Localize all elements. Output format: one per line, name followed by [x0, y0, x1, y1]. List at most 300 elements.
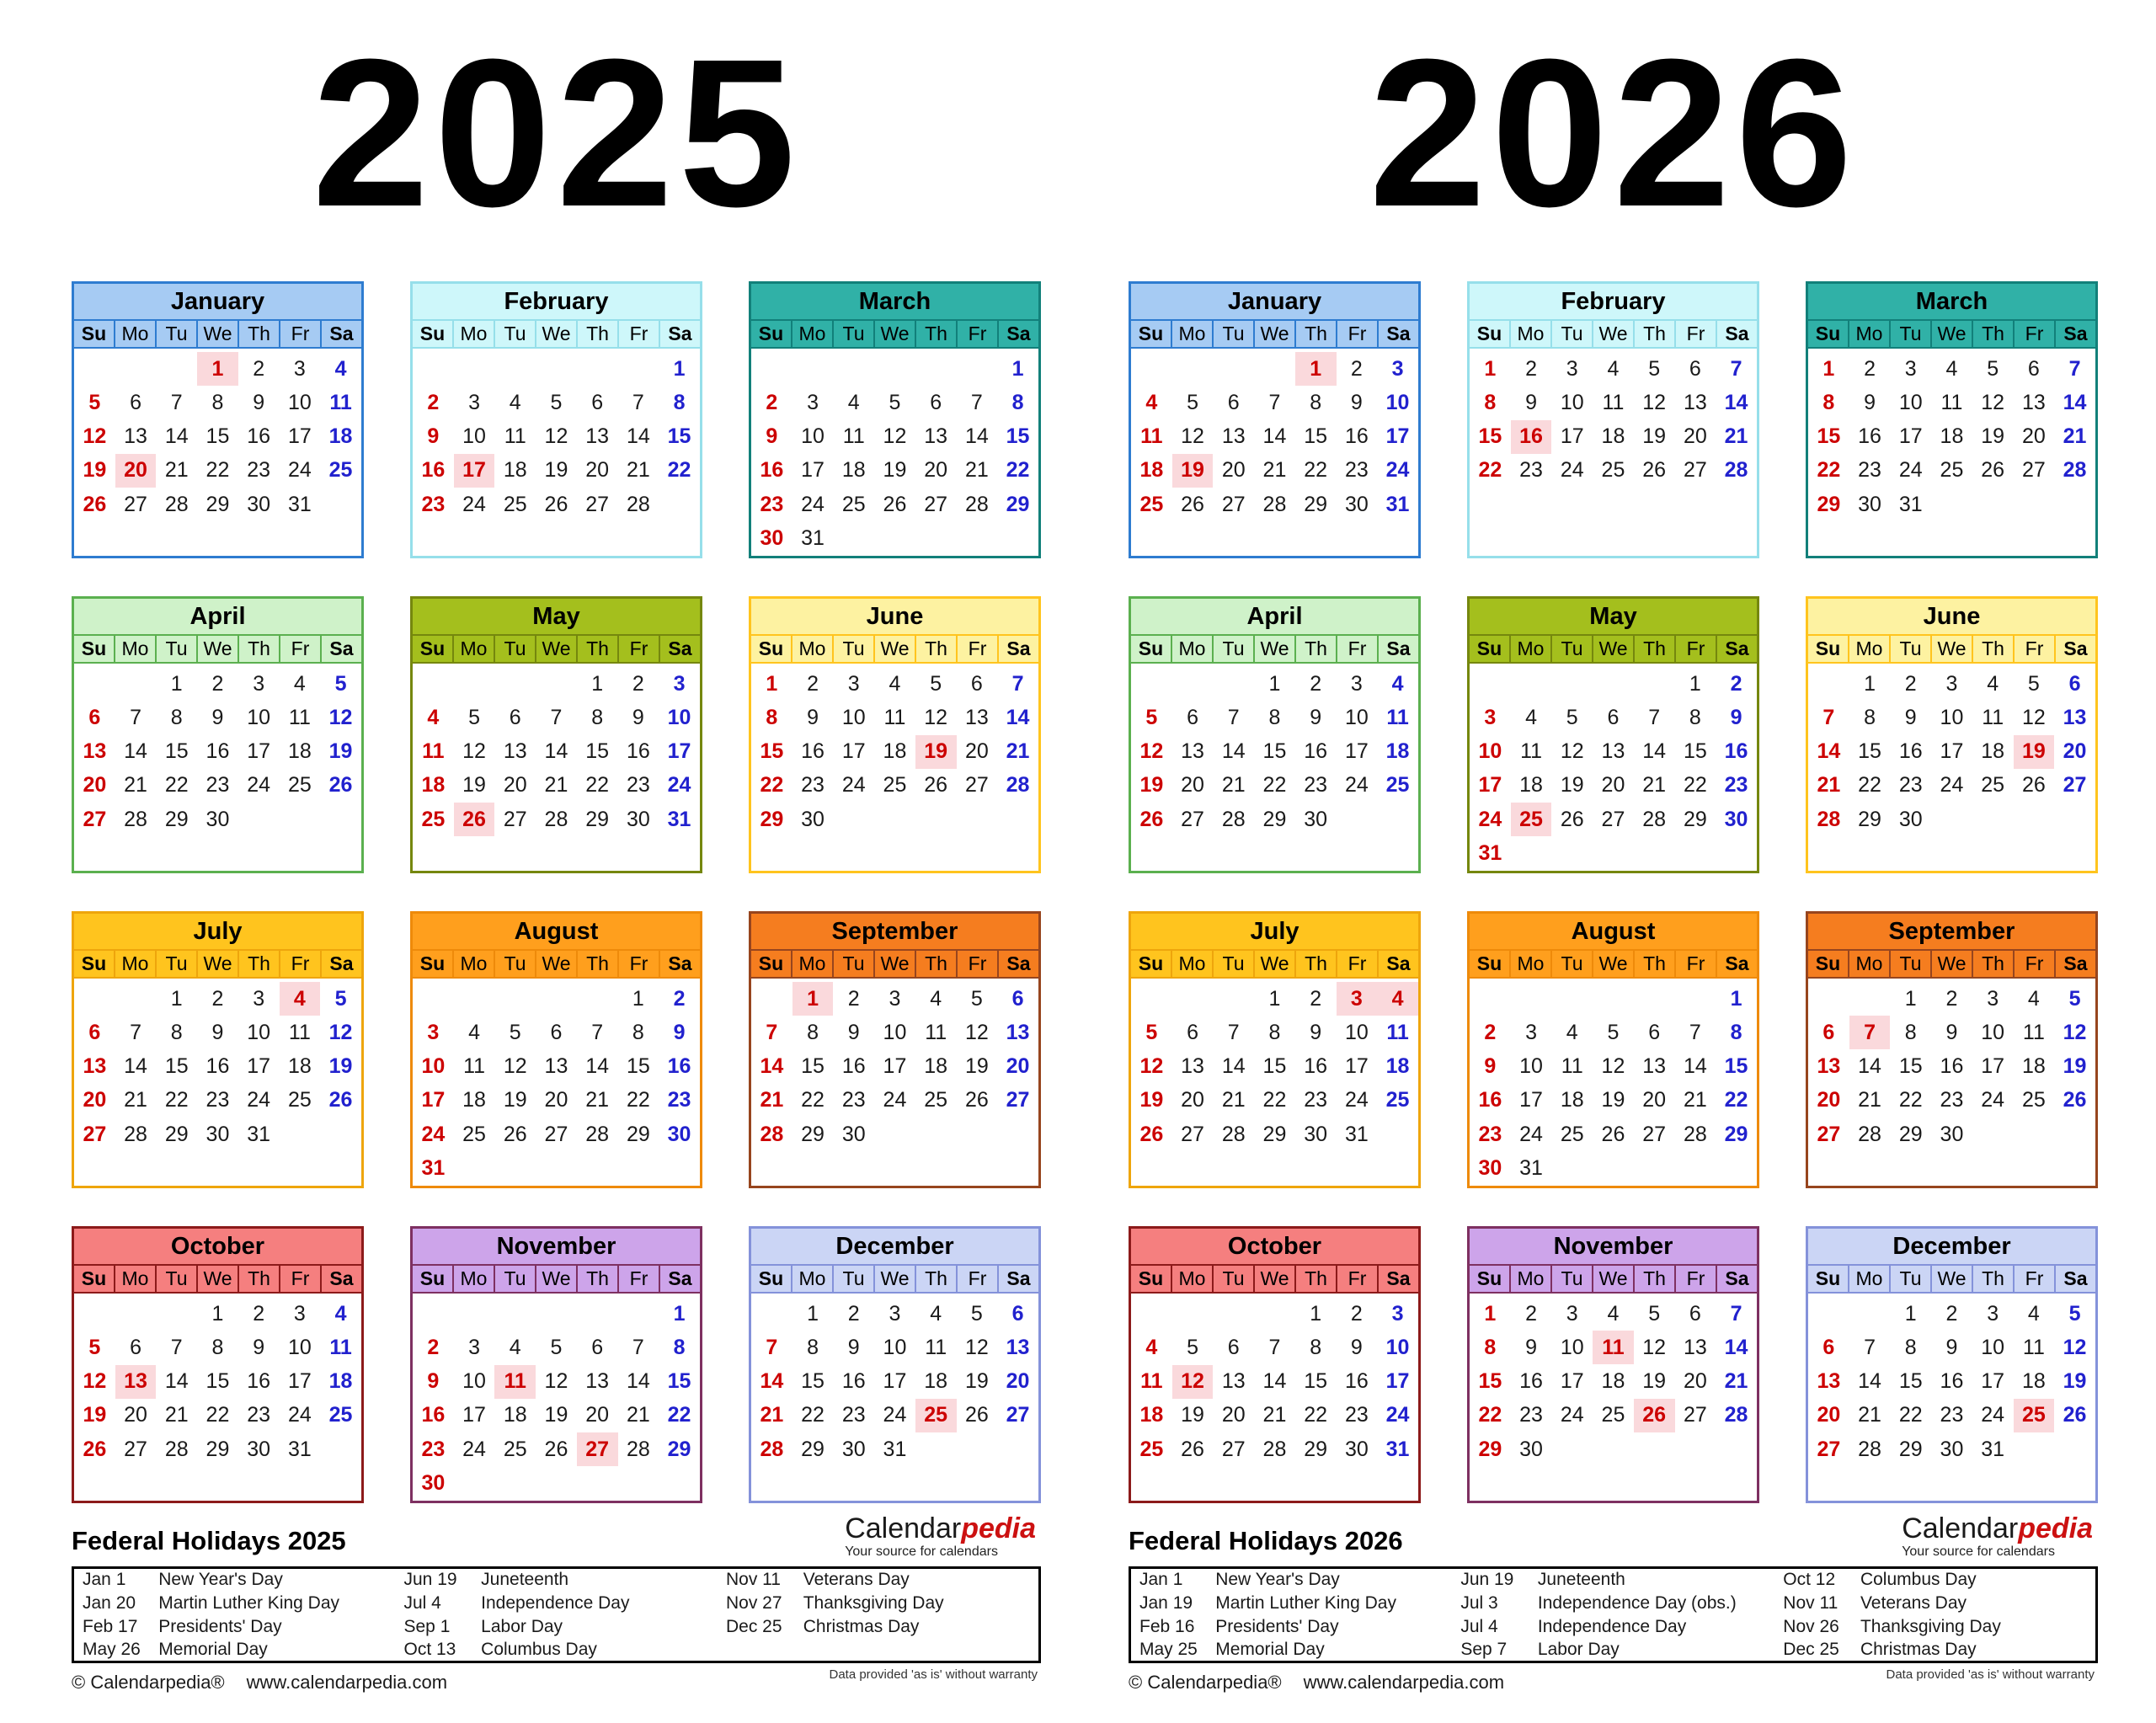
empty-cell	[115, 1297, 157, 1331]
date-cell: 20	[585, 1403, 610, 1427]
date-cell: 4	[509, 390, 521, 414]
holiday-date: Sep 1	[403, 1616, 451, 1636]
date-cell: 11	[1386, 1020, 1409, 1044]
date-cell: 20	[124, 1403, 147, 1427]
month-july	[72, 911, 364, 1188]
date-cell: 8	[1310, 390, 1322, 414]
date-cell: 21	[1262, 458, 1287, 483]
date-cell: 7	[2068, 356, 2081, 381]
date-cell: 14	[1006, 705, 1030, 729]
weekday-label: Mo	[1171, 321, 1212, 347]
date-cell: 12	[1642, 1335, 1667, 1359]
date-cell: 5	[1607, 1020, 1620, 1044]
empty-cell	[115, 522, 157, 556]
date-cell: 20	[503, 773, 527, 797]
date-cell: 10	[247, 705, 271, 729]
empty-cell	[280, 1467, 321, 1501]
weekday-header-row	[1470, 949, 1757, 979]
empty-cell	[957, 1432, 998, 1466]
date-cell: 30	[801, 807, 825, 831]
empty-cell	[1470, 982, 1511, 1016]
date-cell: 1	[170, 671, 183, 696]
weekday-label: Su	[758, 952, 784, 974]
date-cell: 6	[550, 1020, 563, 1044]
weekday-label: We	[1592, 1266, 1633, 1292]
date-cell: 19	[2063, 1054, 2087, 1079]
date-cell: 17	[287, 424, 312, 449]
date-cell: 14	[1221, 739, 1246, 764]
date-cell: 7	[766, 1020, 778, 1044]
empty-cell	[1808, 837, 1849, 871]
date-cell: 20	[1817, 1088, 1841, 1112]
date-cell: 29	[1304, 492, 1328, 516]
empty-cell	[1972, 488, 2014, 521]
date-cell: 29	[164, 1122, 189, 1146]
date-cell: 24	[462, 492, 486, 516]
date-cell: 27	[503, 807, 527, 831]
weekday-label: Mo	[1509, 321, 1550, 347]
date-cell: 15	[164, 1054, 189, 1079]
empty-cell	[1213, 1297, 1254, 1331]
empty-cell	[1131, 982, 1172, 1016]
empty-cell	[320, 837, 361, 871]
weekday-label: We	[1253, 951, 1294, 977]
holiday-name: Labor Day	[481, 1616, 563, 1636]
empty-cell	[1716, 1467, 1757, 1501]
date-cell: 20	[1817, 1403, 1841, 1427]
dates-grid	[1470, 1294, 1757, 1501]
weekday-header-row	[1470, 1264, 1757, 1294]
date-cell: 11	[463, 1054, 486, 1079]
date-cell: 19	[1181, 1403, 1204, 1427]
date-cell: 10	[1981, 1335, 2005, 1359]
empty-cell	[454, 1297, 495, 1331]
date-cell: 25	[1601, 458, 1625, 483]
date-cell: 20	[544, 1088, 568, 1112]
date-cell: 26	[1981, 458, 2005, 483]
weekday-header-row	[413, 949, 700, 979]
date-cell: 11	[925, 1335, 947, 1359]
date-cell: 25	[1139, 1437, 1164, 1461]
empty-cell	[454, 667, 495, 701]
date-cell: 16	[1478, 1088, 1502, 1112]
empty-cell	[915, 1432, 957, 1466]
date-cell: 23	[1898, 773, 1923, 797]
logo-text-black: Calendar	[845, 1512, 962, 1544]
weekday-label: Fr	[956, 321, 997, 347]
holidays-footer	[72, 1667, 1041, 1694]
weekday-label: Mo	[452, 951, 494, 977]
empty-cell	[1377, 1467, 1418, 1501]
date-cell: 23	[1344, 458, 1369, 483]
empty-cell	[1254, 352, 1295, 386]
date-cell: 21	[124, 773, 147, 797]
date-cell: 24	[667, 773, 691, 797]
empty-cell	[1890, 1152, 1931, 1186]
weekday-label: Mo	[1171, 951, 1212, 977]
date-cell: 23	[421, 492, 446, 516]
weekday-label: We	[1253, 321, 1294, 347]
empty-cell	[915, 803, 957, 836]
date-cell: 18	[924, 1369, 948, 1394]
dates-grid	[413, 1294, 700, 1501]
date-cell: 9	[1730, 705, 1742, 729]
weekday-label: We	[196, 321, 237, 347]
empty-cell	[454, 522, 495, 556]
empty-cell	[1213, 837, 1254, 871]
date-cell: 9	[1484, 1054, 1497, 1079]
date-cell: 3	[1391, 1301, 1404, 1326]
date-cell: 11	[1140, 424, 1163, 449]
weekday-label: Th	[237, 1266, 279, 1292]
date-cell: 20	[115, 454, 157, 488]
date-cell: 13	[83, 1054, 107, 1079]
date-cell: 6	[1227, 1335, 1240, 1359]
date-cell: 16	[1858, 424, 1881, 449]
date-cell: 12	[503, 1054, 527, 1079]
weekday-label: We	[1930, 636, 1972, 662]
weekday-label: Fr	[1674, 951, 1716, 977]
date-cell: 2	[1730, 671, 1742, 696]
date-cell: 19	[964, 1369, 989, 1394]
empty-cell	[1172, 837, 1214, 871]
weekday-label: Fr	[1336, 1266, 1377, 1292]
date-cell: 5	[88, 390, 101, 414]
empty-cell	[1931, 803, 1972, 836]
empty-cell	[659, 522, 700, 556]
date-cell: 9	[1350, 1335, 1363, 1359]
date-cell: 10	[247, 1020, 271, 1044]
date-cell: 16	[1344, 424, 1369, 449]
empty-cell	[751, 352, 792, 386]
weekday-label: We	[535, 636, 576, 662]
date-cell: 26	[544, 1437, 568, 1461]
date-cell: 22	[1683, 773, 1707, 797]
date-cell: 6	[1648, 1020, 1661, 1044]
date-cell: 15	[1858, 739, 1881, 764]
date-cell: 30	[626, 807, 650, 831]
disclaimer-text: Data provided 'as is' without warranty	[1886, 1667, 2095, 1682]
date-cell: 8	[1268, 705, 1281, 729]
empty-cell	[197, 1467, 238, 1501]
date-cell: 14	[1724, 1335, 1748, 1359]
date-cell: 3	[1987, 986, 1999, 1011]
weekday-label: Sa	[659, 636, 700, 662]
date-cell: 12	[328, 705, 353, 729]
weekday-label: Fr	[956, 636, 997, 662]
empty-cell	[536, 1297, 577, 1331]
date-cell: 24	[1940, 773, 1964, 797]
date-cell: 15	[1304, 424, 1328, 449]
empty-cell	[577, 837, 618, 871]
date-cell: 5	[1145, 705, 1158, 729]
date-cell: 1	[1268, 986, 1281, 1011]
date-cell: 3	[253, 986, 265, 1011]
empty-cell	[1470, 667, 1511, 701]
date-cell: 4	[1525, 705, 1537, 729]
weekday-label: Fr	[617, 321, 659, 347]
date-cell: 13	[83, 739, 107, 764]
date-cell: 17	[883, 1054, 907, 1079]
weekday-label: We	[1592, 951, 1633, 977]
date-cell: 11	[1386, 705, 1409, 729]
empty-cell	[1890, 522, 1931, 556]
date-cell: 18	[1601, 1369, 1625, 1394]
date-cell: 9	[1310, 1020, 1322, 1044]
empty-cell	[1511, 667, 1552, 701]
date-cell: 14	[2063, 390, 2087, 414]
date-cell: 23	[667, 1088, 691, 1112]
weekday-label: Tu	[494, 1266, 535, 1292]
date-cell: 16	[1940, 1054, 1964, 1079]
empty-cell	[115, 982, 157, 1016]
date-cell: 31	[667, 807, 691, 831]
weekday-label: Fr	[279, 321, 320, 347]
date-cell: 29	[585, 807, 610, 831]
holiday-date: Jun 19	[403, 1570, 457, 1590]
date-cell: 7	[1864, 1335, 1876, 1359]
date-cell: 25	[2021, 1088, 2046, 1112]
date-cell: 3	[468, 390, 480, 414]
empty-cell	[320, 1152, 361, 1186]
date-cell: 18	[462, 1088, 486, 1112]
date-cell: 30	[1519, 1437, 1543, 1461]
date-cell: 14	[1858, 1369, 1881, 1394]
weekday-label: Fr	[279, 951, 320, 977]
date-cell: 24	[1385, 1403, 1410, 1427]
date-cell: 17	[287, 1369, 312, 1394]
holidays-table	[1129, 1566, 2098, 1663]
date-cell: 13	[1817, 1369, 1841, 1394]
date-cell: 31	[1478, 841, 1502, 866]
empty-cell	[1675, 982, 1716, 1016]
date-cell: 2	[1350, 356, 1363, 381]
date-cell: 2	[1350, 1301, 1363, 1326]
weekday-label: Sa	[997, 951, 1038, 977]
weekday-label: Sa	[320, 1266, 361, 1292]
date-cell: 7	[130, 705, 141, 729]
date-cell: 18	[1601, 424, 1625, 449]
date-cell: 19	[1139, 773, 1164, 797]
date-cell: 17	[883, 1369, 907, 1394]
weekday-label: Su	[81, 1267, 107, 1289]
empty-cell	[915, 352, 957, 386]
date-cell: 25	[1511, 803, 1552, 836]
date-cell: 19	[1601, 1088, 1625, 1112]
date-cell: 8	[1904, 1020, 1917, 1044]
date-cell: 4	[1566, 1020, 1578, 1044]
date-cell: 5	[550, 1335, 563, 1359]
date-cell: 7	[1268, 1335, 1281, 1359]
date-cell: 5	[1648, 1301, 1661, 1326]
date-cell: 10	[462, 424, 486, 449]
holiday-date: Nov 11	[726, 1570, 781, 1590]
date-cell: 28	[585, 1122, 610, 1146]
date-cell: 4	[280, 982, 321, 1016]
date-cell: 13	[503, 739, 527, 764]
empty-cell	[997, 1118, 1038, 1151]
date-cell: 12	[83, 424, 107, 449]
date-cell: 3	[889, 1301, 901, 1326]
date-cell: 24	[1344, 773, 1369, 797]
date-cell: 22	[585, 773, 610, 797]
empty-cell	[957, 1118, 998, 1151]
weekday-label: Su	[1476, 637, 1502, 659]
date-cell: 16	[760, 458, 784, 483]
empty-cell	[1551, 488, 1593, 521]
month-title: January	[1131, 284, 1418, 319]
empty-cell	[997, 837, 1038, 871]
date-cell: 25	[503, 1437, 527, 1461]
date-cell: 13	[585, 424, 610, 449]
date-cell: 12	[1601, 1054, 1625, 1079]
date-cell: 30	[247, 1437, 271, 1461]
empty-cell	[1551, 1152, 1593, 1186]
holiday-name: Christmas Day	[803, 1616, 920, 1636]
date-cell: 11	[2022, 1020, 2045, 1044]
date-cell: 5	[930, 671, 942, 696]
date-cell: 2	[211, 986, 224, 1011]
date-cell: 4	[847, 390, 860, 414]
weekday-header-row	[413, 1264, 700, 1294]
holiday-row	[1130, 1615, 2097, 1639]
date-cell: 27	[1817, 1437, 1841, 1461]
empty-cell	[74, 667, 115, 701]
weekday-label: Su	[419, 952, 446, 974]
date-cell: 11	[1940, 390, 1963, 414]
date-cell: 1	[1011, 356, 1024, 381]
weekday-label: Sa	[1716, 951, 1757, 977]
empty-cell	[1172, 667, 1214, 701]
date-cell: 8	[1484, 1335, 1497, 1359]
date-cell: 2	[253, 1301, 265, 1326]
month-title: November	[413, 1229, 700, 1264]
date-cell: 22	[1262, 773, 1287, 797]
empty-cell	[1470, 522, 1511, 556]
date-cell: 14	[1683, 1054, 1707, 1079]
date-cell: 27	[1006, 1403, 1030, 1427]
empty-cell	[1849, 1467, 1891, 1501]
date-cell: 21	[1858, 1088, 1881, 1112]
date-cell: 26	[503, 1122, 527, 1146]
empty-cell	[1254, 837, 1295, 871]
empty-cell	[2014, 1467, 2055, 1501]
empty-cell	[536, 982, 577, 1016]
weekday-label: Tu	[1889, 1266, 1930, 1292]
date-cell: 17	[1344, 739, 1369, 764]
date-cell: 31	[287, 492, 312, 516]
empty-cell	[1377, 803, 1418, 836]
date-cell: 26	[1560, 807, 1584, 831]
empty-cell	[997, 1432, 1038, 1466]
date-cell: 4	[1607, 356, 1620, 381]
holiday-date: Jul 4	[403, 1592, 441, 1613]
date-cell: 11	[288, 705, 311, 729]
date-cell: 30	[1304, 807, 1328, 831]
weekday-label: Fr	[2013, 1266, 2054, 1292]
date-cell: 15	[164, 739, 189, 764]
holiday-name: Juneteenth	[1537, 1570, 1625, 1590]
date-cell: 23	[205, 1088, 230, 1112]
weekday-label: Sa	[997, 1266, 1038, 1292]
date-cell: 30	[1858, 492, 1881, 516]
date-cell: 14	[1858, 1054, 1881, 1079]
date-cell: 5	[1987, 356, 1999, 381]
weekday-label: Th	[1294, 1266, 1336, 1292]
weekday-label: Th	[576, 1266, 617, 1292]
date-cell: 16	[421, 458, 446, 483]
empty-cell	[1337, 803, 1378, 836]
month-title: February	[1470, 284, 1757, 319]
empty-cell	[833, 803, 874, 836]
date-cell: 27	[1683, 458, 1707, 483]
date-cell: 24	[1385, 458, 1410, 483]
date-cell: 29	[1724, 1122, 1748, 1146]
empty-cell	[74, 352, 115, 386]
weekday-label: Sa	[1377, 636, 1418, 662]
empty-cell	[1295, 1467, 1337, 1501]
month-july	[1129, 911, 1421, 1188]
date-cell: 23	[1478, 1122, 1502, 1146]
date-cell: 23	[205, 773, 230, 797]
weekday-label: Th	[915, 321, 956, 347]
empty-cell	[1634, 488, 1675, 521]
empty-cell	[997, 1467, 1038, 1501]
date-cell: 15	[1898, 1369, 1923, 1394]
weekday-label: We	[1592, 321, 1633, 347]
weekday-label: We	[873, 951, 915, 977]
weekday-label: Mo	[452, 636, 494, 662]
date-cell: 13	[1817, 1054, 1841, 1079]
empty-cell	[1593, 1432, 1634, 1466]
empty-cell	[156, 837, 197, 871]
empty-cell	[1254, 1152, 1295, 1186]
date-cell: 21	[1006, 739, 1030, 764]
date-cell: 4	[1145, 1335, 1158, 1359]
weekday-label: Mo	[1848, 321, 1889, 347]
date-cell: 13	[1683, 1335, 1707, 1359]
empty-cell	[197, 837, 238, 871]
weekday-label: We	[196, 951, 237, 977]
date-cell: 9	[1350, 390, 1363, 414]
date-cell: 12	[924, 705, 948, 729]
date-cell: 5	[550, 390, 563, 414]
empty-cell	[1511, 488, 1552, 521]
weekday-label: Fr	[1336, 636, 1377, 662]
date-cell: 6	[1607, 705, 1620, 729]
weekday-label: Mo	[791, 321, 832, 347]
date-cell: 20	[83, 1088, 107, 1112]
date-cell: 14	[124, 739, 147, 764]
date-cell: 1	[197, 352, 238, 386]
empty-cell	[2054, 1467, 2095, 1501]
empty-cell	[1551, 1432, 1593, 1466]
date-cell: 16	[1724, 739, 1748, 764]
date-cell: 22	[801, 1088, 825, 1112]
date-cell: 5	[2027, 671, 2040, 696]
dates-grid	[1808, 349, 2095, 556]
empty-cell	[577, 522, 618, 556]
date-cell: 28	[1817, 807, 1841, 831]
date-cell: 9	[211, 1020, 224, 1044]
date-cell: 26	[1181, 492, 1204, 516]
empty-cell	[280, 837, 321, 871]
dates-grid	[751, 664, 1038, 871]
date-cell: 29	[1478, 1437, 1502, 1461]
date-cell: 11	[329, 1335, 352, 1359]
date-cell: 19	[544, 1403, 568, 1427]
holiday-row	[1130, 1568, 2097, 1592]
